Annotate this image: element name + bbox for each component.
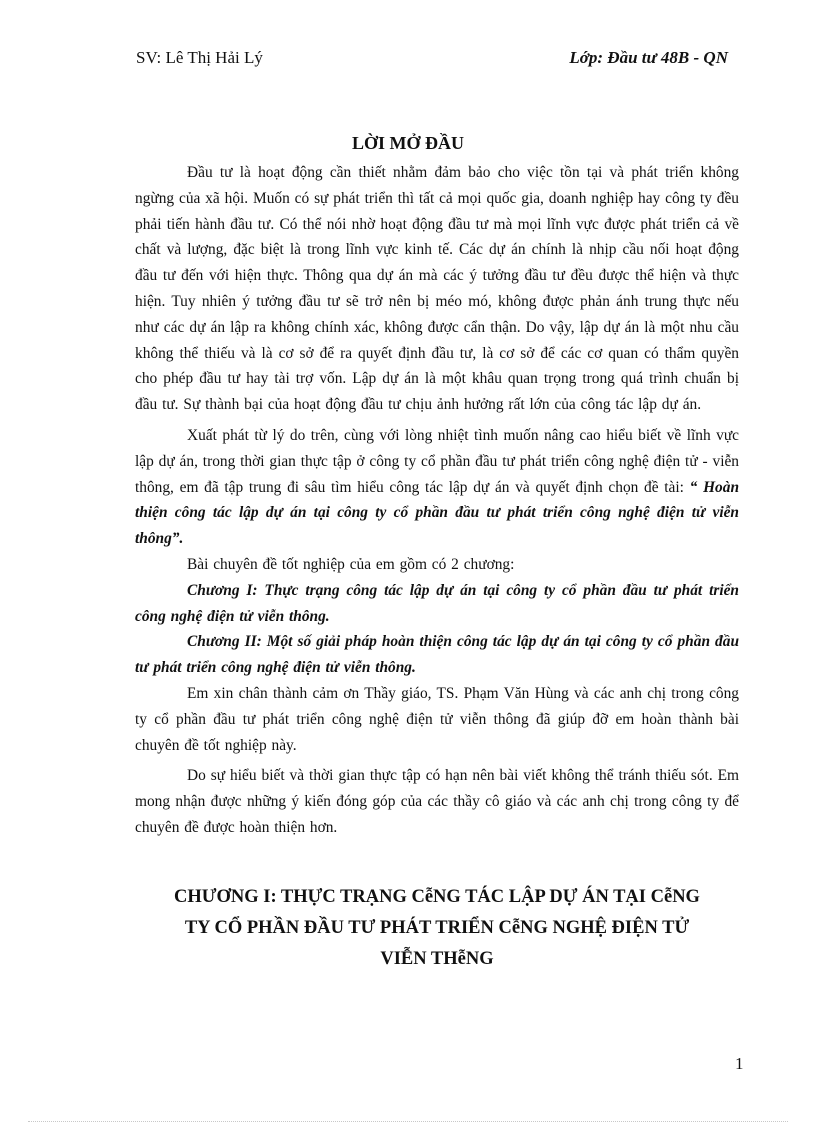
class-name: Lớp: Đầu tư 48B - QN — [569, 48, 728, 67]
topic-lead-text: Xuất phát từ lý do trên, cùng với lòng nhiệt tình muốn nâng cao hiểu biết về lĩnh vực lập dự án, trong thời gian thực tập ở công ty cổ phần đầu tư phát triển công nghệ điện tử - viễn thông, em đã tập trung đi sâu tìm hiểu công tác lập dự án và quyết định chọn đề tài: — [135, 426, 739, 496]
paragraph-thanks: Em xin chân thành cảm ơn Thầy giáo, TS. Phạm Văn Hùng và các anh chị trong công ty cổ phần đầu tư phát triển công nghệ điện tử viễn thông đã giúp đỡ em hoàn thành bài chuyên đề tốt nghiệp này. — [135, 684, 739, 754]
chapter-two-entry: Chương II: Một số giải pháp hoàn thiện công tác lập dự án tại công ty cổ phần đầu tư phát triển công nghệ điện tử viễn thông. — [135, 633, 739, 677]
section-title: LỜI MỞ ĐẦU — [352, 133, 464, 153]
chapter-heading-line-1: CHƯƠNG I: THỰC TRẠNG CễNG TÁC LẬP DỰ ÁN TẠI CễNG — [174, 887, 700, 907]
paragraph-structure: Bài chuyên đề tốt nghiệp của em gồm có 2 chương: — [187, 555, 515, 573]
topic-title: “ Hoàn thiện công tác lập dự án tại công ty cổ phần đầu tư phát triển công nghệ điện tử viễn thông”. — [135, 478, 739, 548]
page-divider — [28, 1121, 788, 1122]
paragraph-topic — [135, 423, 739, 552]
chapter-heading — [135, 882, 739, 975]
chapter-one-entry: Chương I: Thực trạng công tác lập dự án tại công ty cổ phần đầu tư phát triển công nghệ điện tử viễn thông. — [135, 581, 739, 625]
student-name: SV: Lê Thị Hải Lý — [136, 48, 263, 67]
paragraph-intro: Đầu tư là hoạt động cần thiết nhằm đảm bảo cho việc tồn tại và phát triển không ngừng của xã hội. Muốn có sự phát triển thì tất cả mọi quốc gia, doanh nghiệp hay công ty đều phải tiến hành đầu tư. Có thể nói nhờ hoạt động đầu tư mà mọi lĩnh vực được phát triển cả về chất và lượng, đặc biệt là trong lĩnh vực kinh tế. Các dự án chính là nhịp cầu nối hoạt động đầu tư đến với hiện thực. Thông qua dự án mà các ý tưởng đầu tư đều được thể hiện và thực hiện. Tuy nhiên ý tưởng đầu tư sẽ trở nên bị méo mó, không được phản ánh trung thực nếu như các dự án lập ra không chính xác, không được cẩn thận. Do vậy, lập dự án là một nhu cầu không thể thiếu và là cơ sở để ra quyết định đầu tư, là cơ sở để các cơ quan có thẩm quyền cho phép đầu tư hay tài trợ vốn. Lập dự án là một khâu quan trọng trong quá trình chuẩn bị đầu tư. Sự thành bại của hoạt động đầu tư chịu ảnh hưởng rất lớn của công tác lập dự án. — [135, 164, 739, 414]
body-text — [135, 160, 739, 841]
chapter-heading-line-2: TY CỔ PHẦN ĐẦU TƯ PHÁT TRIỂN CễNG NGHỆ ĐIỆN TỬ — [184, 918, 690, 938]
chapter-heading-line-3: VIỄN THễNG — [380, 949, 494, 969]
page-number: 1 — [735, 1054, 744, 1073]
paragraph-closing: Do sự hiểu biết và thời gian thực tập có hạn nên bài viết không thể tránh thiếu sót. Em mong nhận được những ý kiến đóng góp của các thầy cô giáo và các anh chị trong công ty để chuyên đề được hoàn thiện hơn. — [135, 767, 739, 836]
page-header — [136, 48, 728, 72]
